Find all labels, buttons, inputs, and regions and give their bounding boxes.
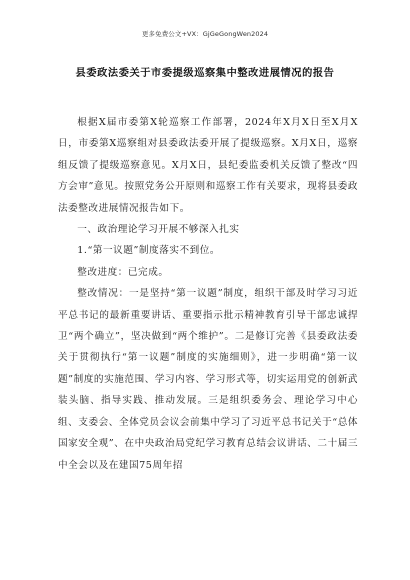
paragraph-intro: 根据X届市委第X轮巡察工作部署，2024年X月X日至X月X日，市委第X巡察组对县委政法委开展了提级巡察。X月X日，巡察组反馈了提级巡察意见。X月X日，县纪委监委机关反馈了整改“四方会审”意见。按照党务公开原则和巡察工作有关要求，现将县委政法委整改进展情况报告如下。 [58,117,358,214]
progress-status: 整改进度：已完成。 [77,266,169,278]
header-note: 更多免费公文+VX：GjGeGongWen2024 [141,30,269,38]
subsection-heading: 1.“第一议题”制度落实不到位。 [77,245,221,257]
document-body [58,112,358,476]
document-title: 县委政法委关于市委提级巡察集中整改进展情况的报告 [75,67,335,79]
section-heading: 一、政治理论学习开展不够深入扎实 [77,224,240,236]
paragraph-rectification: 整改情况：一是坚持“第一议题”制度，组织干部及时学习习近平总书记的最新重要讲话、重要指示批示精神教育引导干部忠诚捍卫“两个确立”，坚决做到“两个维护”。二是修订完善《县委政法委关于贯彻执行“第一议题”制度的实施细则》，进一步明确“第一议题”制度的实施范围、学习内容、学习形式等，切实运用党的创新武装头脑、指导实践、推动发展。三是组织委务会、理论学习中心组、支委会、全体党员会议会前集中学习了习近平总书记关于“总体国家安全观”、在中央政治局党纪学习教育总结会议讲话、二十届三中全会以及在建国75周年招 [58,288,358,471]
